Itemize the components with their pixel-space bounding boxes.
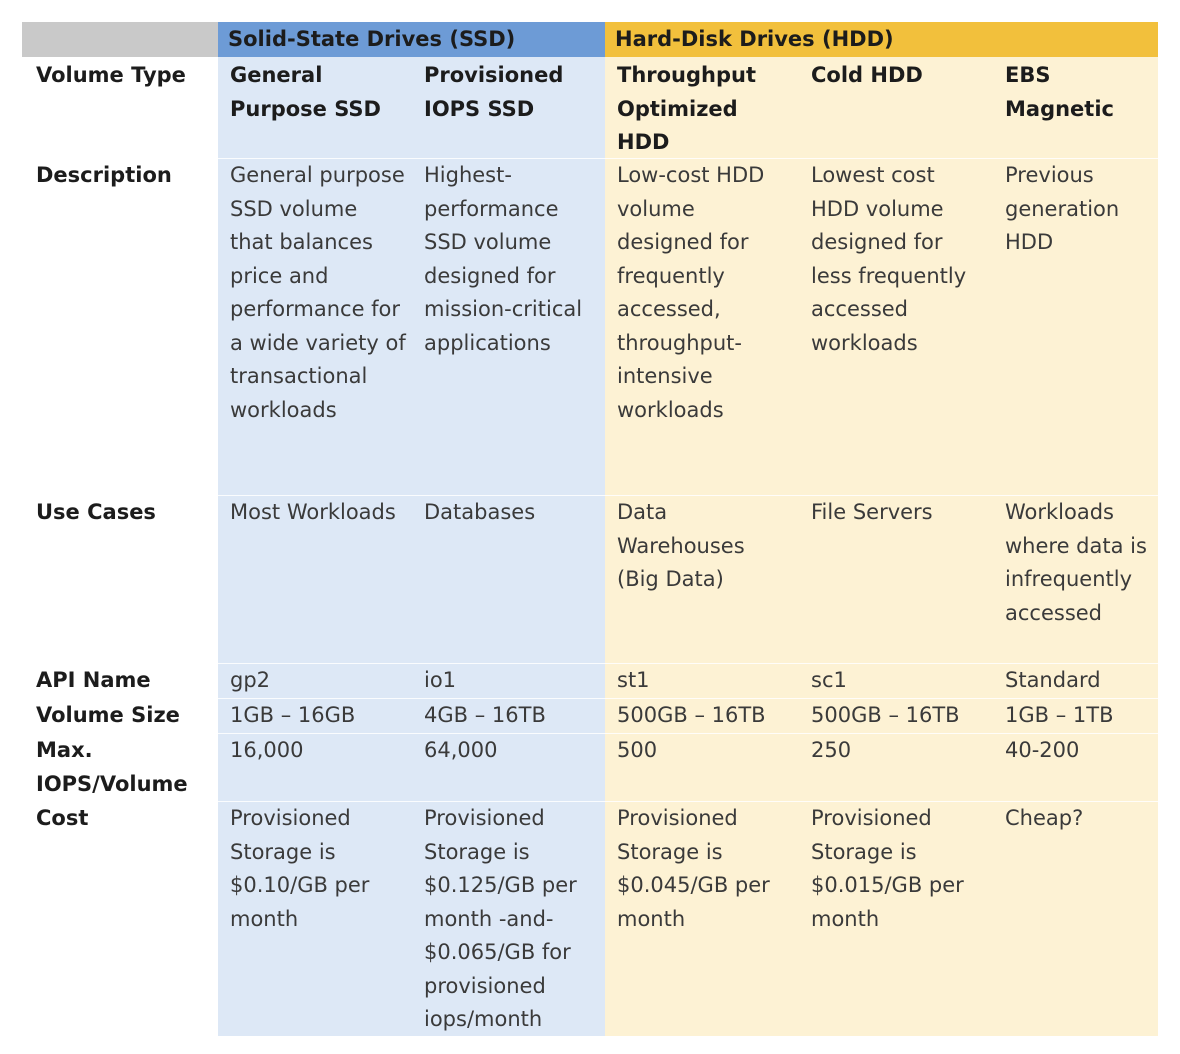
description-piops-ssd: Highest-performance SSD volume designed for mission-critical applications (412, 158, 605, 495)
use-cases-throughput-hdd: Data Warehouses (Big Data) (605, 495, 799, 663)
table-grid (22, 57, 1158, 1036)
volume-type-cold-hdd: Cold HDD (811, 63, 923, 87)
cost-ebs-magnetic: Cheap? (993, 801, 1158, 1037)
volume-type-gp-ssd: General Purpose SSD (230, 63, 381, 121)
row-label-max-iops: Max. IOPS/Volume (22, 733, 218, 801)
volume-type-throughput-hdd: Throughput Optimized HDD (617, 63, 757, 154)
use-cases-ebs-magnetic: Workloads where data is infrequently accessed (993, 495, 1158, 663)
volume-size-piops-ssd: 4GB – 16TB (412, 698, 605, 733)
header-blank-cell (22, 22, 218, 57)
use-cases-cold-hdd: File Servers (799, 495, 993, 663)
description-ebs-magnetic: Previous generation HDD (993, 158, 1158, 495)
row-label-volume-size: Volume Size (22, 698, 218, 733)
volume-size-throughput-hdd: 500GB – 16TB (605, 698, 799, 733)
volume-type-ebs-magnetic: EBS Magnetic (1005, 63, 1114, 121)
row-label-description: Description (22, 158, 218, 495)
max-iops-throughput-hdd: 500 (605, 733, 799, 801)
max-iops-gp-ssd: 16,000 (218, 733, 412, 801)
api-name-gp-ssd: gp2 (218, 663, 412, 698)
row-label-use-cases: Use Cases (22, 495, 218, 663)
api-name-cold-hdd: sc1 (799, 663, 993, 698)
row-label-api-name: API Name (22, 663, 218, 698)
description-gp-ssd: General purpose SSD volume that balances price and performance for a wide variety of transactional workloads (218, 158, 412, 495)
api-name-ebs-magnetic: Standard (993, 663, 1158, 698)
use-cases-gp-ssd: Most Workloads (218, 495, 412, 663)
cost-piops-ssd: Provisioned Storage is $0.125/GB per month -and- $0.065/GB for provisioned iops/month (412, 801, 605, 1037)
cost-throughput-hdd: Provisioned Storage is $0.045/GB per month (605, 801, 799, 1037)
row-label-volume-type: Volume Type (36, 63, 186, 87)
volume-size-cold-hdd: 500GB – 16TB (799, 698, 993, 733)
use-cases-piops-ssd: Databases (412, 495, 605, 663)
volume-size-ebs-magnetic: 1GB – 1TB (993, 698, 1158, 733)
api-name-piops-ssd: io1 (412, 663, 605, 698)
max-iops-ebs-magnetic: 40-200 (993, 733, 1158, 801)
header-ssd: Solid-State Drives (SSD) (218, 22, 605, 57)
row-label-cost: Cost (22, 801, 218, 1037)
max-iops-cold-hdd: 250 (799, 733, 993, 801)
cost-gp-ssd: Provisioned Storage is $0.10/GB per month (218, 801, 412, 1037)
description-throughput-hdd: Low-cost HDD volume designed for frequently accessed, throughput-intensive workloads (605, 158, 799, 495)
api-name-throughput-hdd: st1 (605, 663, 799, 698)
max-iops-piops-ssd: 64,000 (412, 733, 605, 801)
ebs-volume-comparison-table (22, 22, 1158, 1036)
description-cold-hdd: Lowest cost HDD volume designed for less frequently accessed workloads (799, 158, 993, 495)
header-hdd: Hard-Disk Drives (HDD) (605, 22, 1158, 57)
cost-cold-hdd: Provisioned Storage is $0.015/GB per month (799, 801, 993, 1037)
volume-type-piops-ssd: Provisioned IOPS SSD (424, 63, 564, 121)
volume-size-gp-ssd: 1GB – 16GB (218, 698, 412, 733)
